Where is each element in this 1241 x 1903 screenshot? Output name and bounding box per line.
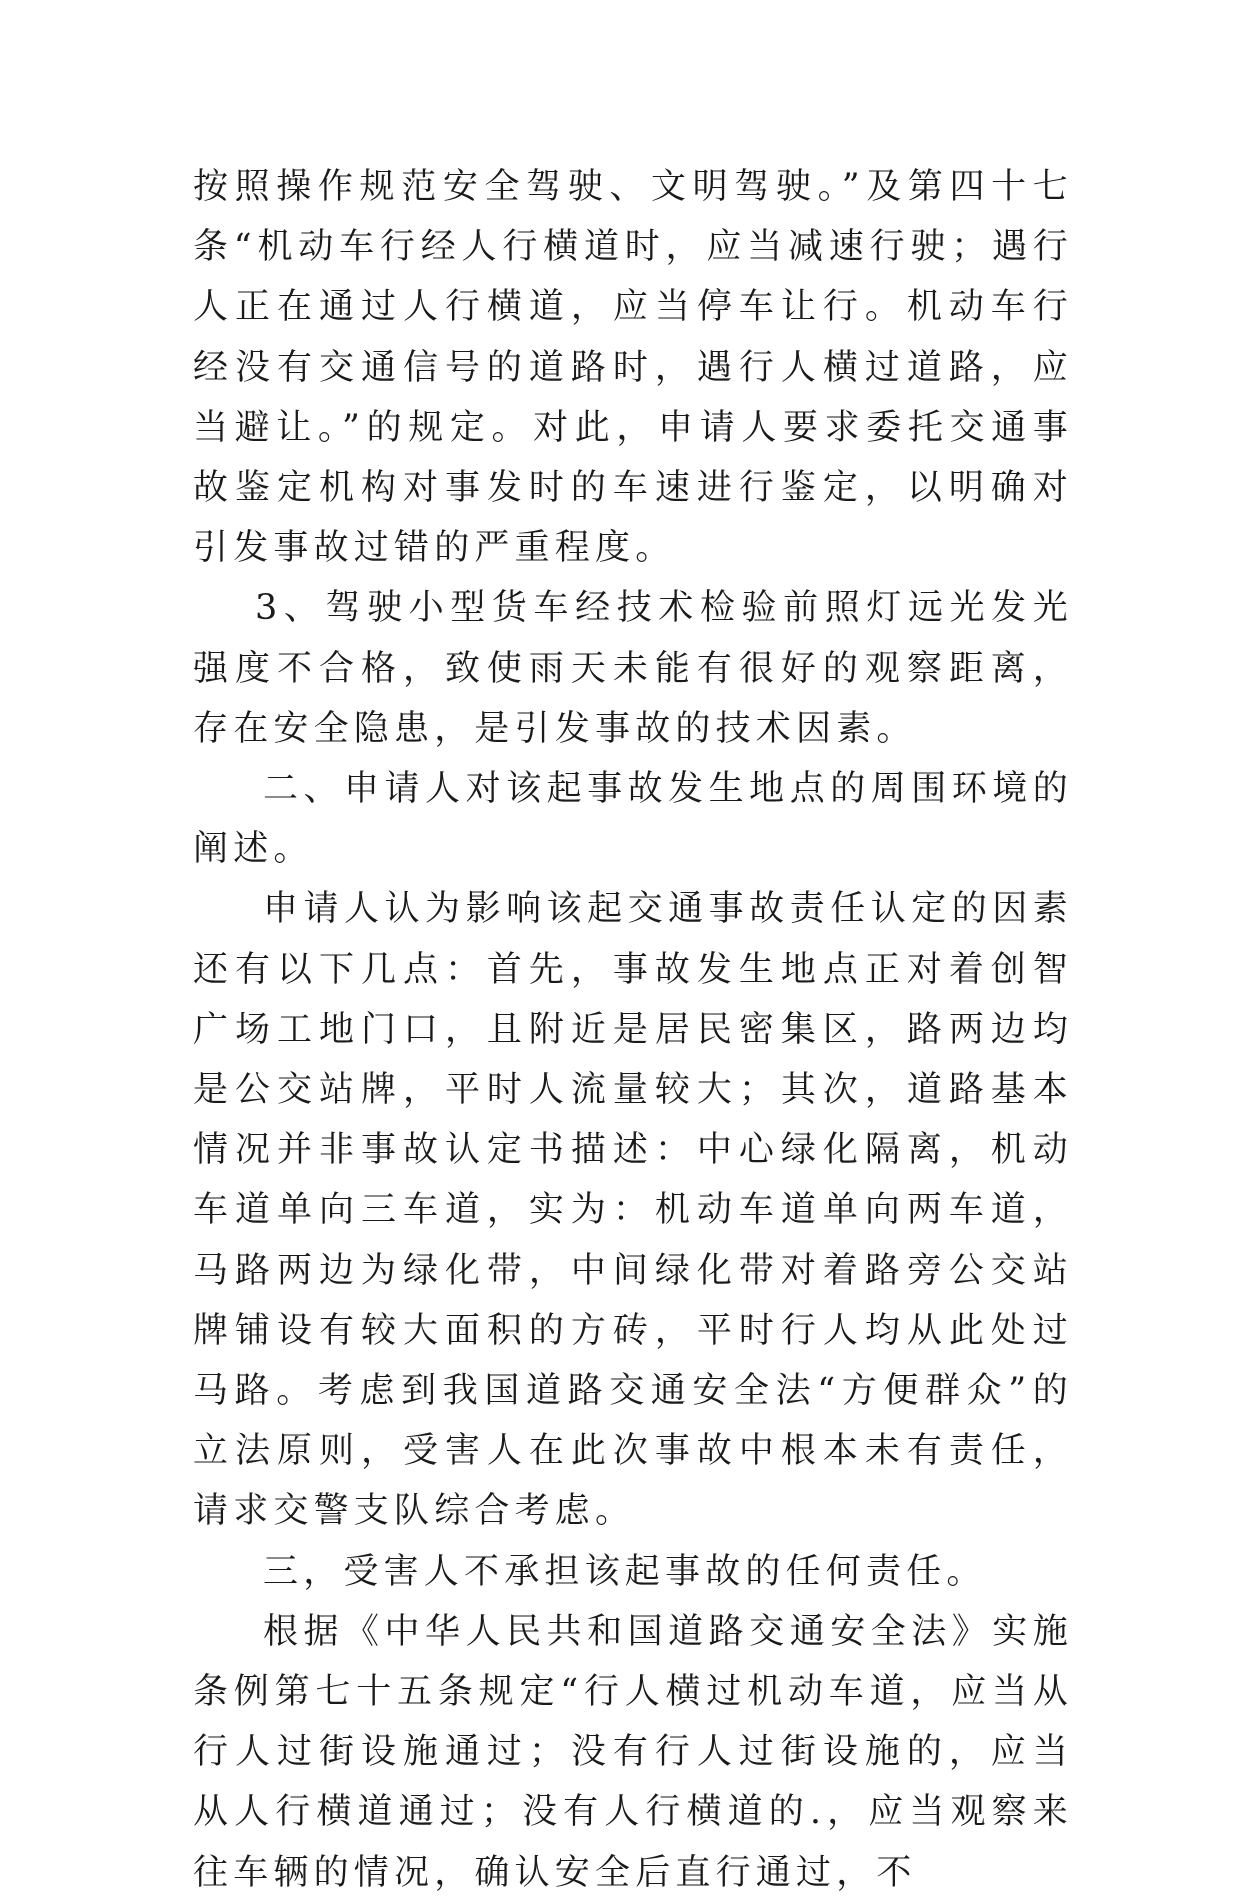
paragraph-continuation: 按照操作规范安全驾驶、文明驾驶。”及第四十七条“机动车行经人行横道时，应当减速行驶；遇行人正在通过人行横道，应当停车让行。机动车行经没有交通信号的道路时，遇行人横过道路，应当避让。”的规定。对此，申请人要求委托交通事故鉴定机构对事发时的车速进行鉴定，以明确对引发事故过错的严重程度。 bbox=[193, 167, 1073, 569]
document-body bbox=[193, 157, 1073, 1903]
section-heading-2: 二、申请人对该起事故发生地点的周围环境的阐述。 bbox=[193, 769, 1073, 870]
section-heading-3: 三，受害人不承担该起事故的任何责任。 bbox=[263, 1551, 987, 1592]
paragraph-item-3: 3、驾驶小型货车经技术检验前照灯远光发光强度不合格，致使雨天未能有很好的观察距离，存在安全隐患，是引发事故的技术因素。 bbox=[193, 588, 1073, 749]
paragraph-environment: 申请人认为影响该起交通事故责任认定的因素还有以下几点：首先，事故发生地点正对着创智广场工地门口，且附近是居民密集区，路两边均是公交站牌，平时人流量较大；其次，道路基本情况并非事故认定书描述：中心绿化隔离，机动车道单向三车道，实为：机动车道单向两车道，马路两边为绿化带，中间绿化带对着路旁公交站牌铺设有较大面积的方砖，平时行人均从此处过马路。考虑到我国道路交通安全法“方便群众”的立法原则，受害人在此次事故中根本未有责任，请求交警支队综合考虑。 bbox=[193, 889, 1073, 1532]
paragraph-legal-basis: 根据《中华人民共和国道路交通安全法》实施条例第七十五条规定“行人横过机动车道，应当从行人过街设施通过；没有行人过街设施的，应当从人行横道通过；没有人行横道的.，应当观察来往车辆的情况，确认安全后直行通过，不 bbox=[193, 1611, 1073, 1893]
